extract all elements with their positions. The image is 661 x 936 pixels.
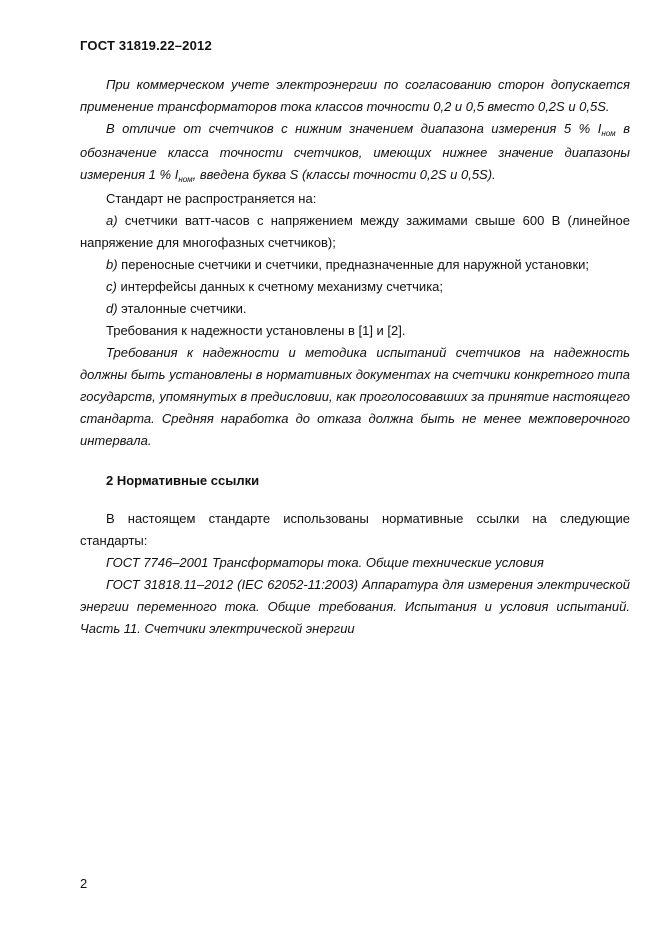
paragraph-normative-intro: В настоящем стандарте использованы нормативные ссылки на следующие стандарты: bbox=[80, 511, 630, 548]
page-body bbox=[80, 74, 630, 640]
paragraph-reliability-refs: Требования к надежности установлены в [1] и [2]. bbox=[106, 323, 406, 338]
page-number: 2 bbox=[80, 876, 88, 891]
list-item-d bbox=[80, 298, 630, 320]
list-text: счетчики ватт-часов с напряжением между зажимами свыше 600 В (линейное напряжение для многофазных счетчиков); bbox=[80, 213, 630, 250]
subscript-nom: ном bbox=[178, 175, 193, 184]
paragraph-scope-exclusions: Стандарт не распространяется на: bbox=[106, 191, 317, 206]
list-item-b bbox=[80, 254, 630, 276]
list-text: интерфейсы данных к счетному механизму счетчика; bbox=[116, 279, 444, 294]
current-symbol: I bbox=[174, 167, 179, 182]
text-fragment: В отличие от счетчиков с нижним значением диапазона измерения 5 % bbox=[106, 121, 591, 136]
section-heading: 2 Нормативные ссылки bbox=[106, 473, 260, 488]
list-item-c bbox=[80, 276, 630, 298]
reference-gost-7746: ГОСТ 7746–2001 Трансформаторы тока. Общие технические условия bbox=[106, 555, 544, 570]
list-text: переносные счетчики и счетчики, предназначенные для наружной установки; bbox=[117, 257, 590, 272]
text-fragment: , введена буква S (классы точности 0,2S и 0,5S). bbox=[192, 167, 496, 182]
list-letter: c) bbox=[106, 279, 117, 294]
list-letter: a) bbox=[106, 213, 118, 228]
reference-gost-31818: ГОСТ 31818.11–2012 (IEC 62052-11:2003) Аппаратура для измерения электрической энергии переменного тока. Общие требования. Испытания и условия испытаний. Часть 11. Счетчики электрической энергии bbox=[80, 577, 630, 636]
list-text: эталонные счетчики. bbox=[117, 301, 247, 316]
document-header: ГОСТ 31819.22–2012 bbox=[80, 38, 212, 53]
paragraph-accuracy-class bbox=[80, 118, 630, 188]
list-letter: b) bbox=[106, 257, 118, 272]
subscript-nom: ном bbox=[601, 129, 616, 138]
current-symbol: I bbox=[597, 121, 602, 136]
list-item-a bbox=[80, 210, 630, 254]
paragraph-commercial-metering: При коммерческом учете электроэнергии по согласованию сторон допускается применение трансформаторов тока классов точности 0,2 и 0,5 вместо 0,2S и 0,5S. bbox=[80, 77, 630, 114]
text-fragment: в обозначение класса точности счетчиков, имеющих нижнее значение диапазоны измерения 1 % bbox=[80, 121, 630, 182]
paragraph-reliability-requirements: Требования к надежности и методика испытаний счетчиков на надежность должны быть установлены в нормативных документах на счетчики конкретного типа государств, упомянутых в предисловии, как проголосовавших за принятие настоящего стандарта. Средняя наработка до отказа должна быть не менее межповерочного интервала. bbox=[80, 345, 630, 448]
list-letter: d) bbox=[106, 301, 118, 316]
